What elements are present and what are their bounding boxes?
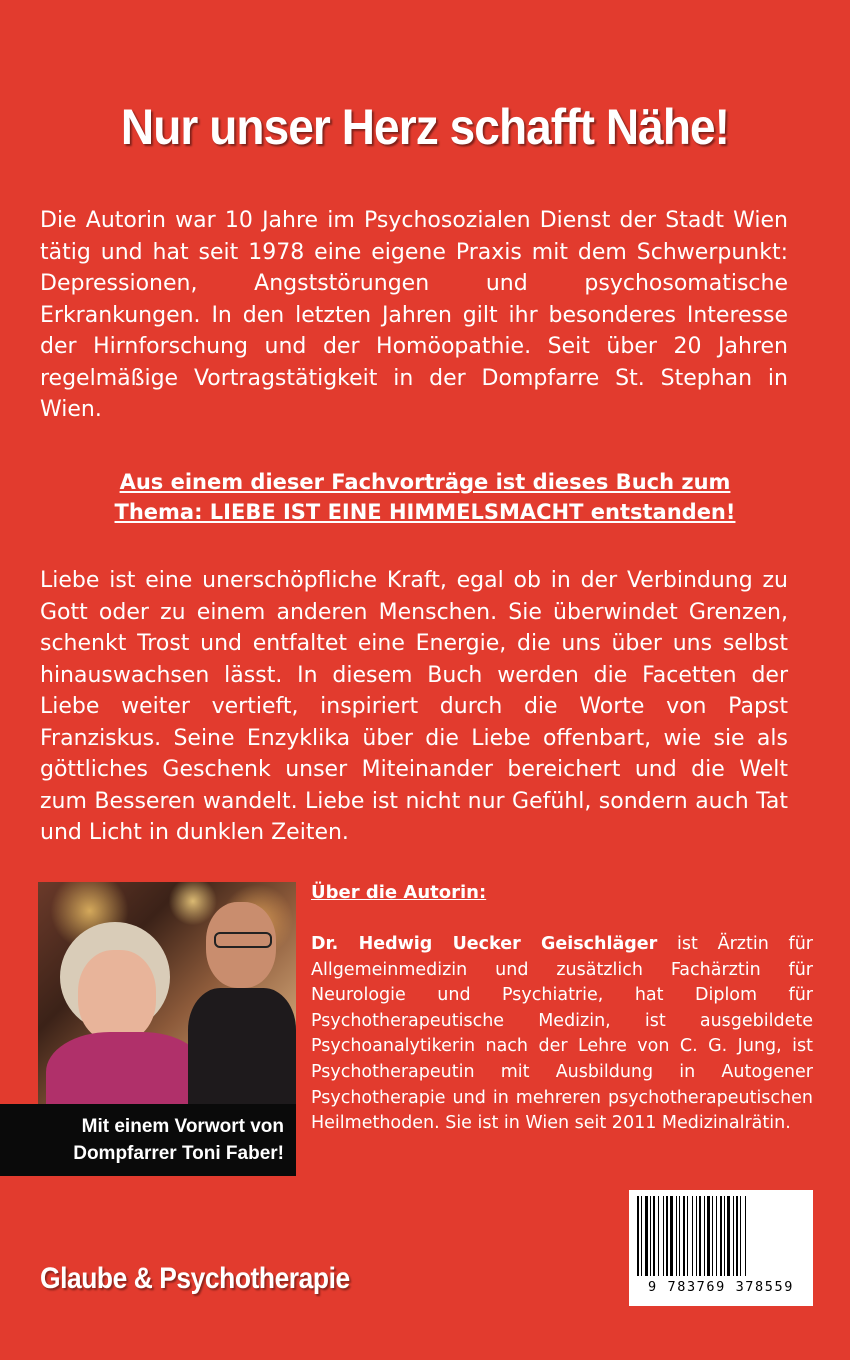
- banner-line-1: Mit einem Vorwort von: [81, 1116, 284, 1137]
- barcode-bar: [720, 1196, 722, 1276]
- barcode-bar: [724, 1196, 725, 1276]
- barcode-bar: [663, 1196, 664, 1276]
- barcode-bar: [745, 1196, 746, 1276]
- author-name: Dr. Hedwig Uecker Geischläger: [311, 934, 658, 954]
- barcode-bar: [650, 1196, 651, 1276]
- series-label: Glaube & Psychotherapie: [40, 1262, 350, 1295]
- foreword-banner: [0, 1104, 296, 1176]
- barcode-bar: [696, 1196, 697, 1276]
- barcode-number: 9 783769 378559: [648, 1279, 794, 1295]
- barcode-bar: [653, 1196, 655, 1276]
- author-bio-text: ist Ärztin für Allgemeinmedizin und zusätzlich Fachärztin für Neurologie und Psychiatrie, hat Diplom für Psychotherapeutische Medizin, ist ausgebildete Psychoanalytikerin nach der Lehre von C. G. Jung, ist Psychotherapeutin mit Ausbildung in Autogener Psychotherapie und in mehreren psychotherapeutischen Heilmethoden. Sie ist in Wien seit 2011 Medizinalrätin.: [311, 934, 813, 1134]
- barcode-bar: [676, 1196, 677, 1276]
- barcode-bar: [666, 1196, 668, 1276]
- barcode-bar: [716, 1196, 717, 1276]
- highlight-line-2: Thema: LIEBE IST EINE HIMMELSMACHT entstanden!: [114, 500, 736, 524]
- barcode-bar: [740, 1196, 741, 1276]
- barcode-bar: [658, 1196, 659, 1276]
- isbn-barcode: [629, 1190, 813, 1306]
- barcode-bar: [687, 1196, 688, 1276]
- barcode-bar: [692, 1196, 693, 1276]
- photo-man-glasses: [214, 932, 272, 948]
- barcode-bar: [641, 1196, 642, 1276]
- barcode-bar: [679, 1196, 680, 1276]
- barcode-bar: [707, 1196, 710, 1276]
- highlight-line-1: Aus einem dieser Fachvorträge ist dieses Buch zum: [119, 470, 731, 494]
- barcode-bar: [670, 1196, 673, 1276]
- banner-line-2: Dompfarrer Toni Faber!: [73, 1143, 284, 1164]
- highlight-statement: [40, 467, 810, 527]
- barcode-bar: [637, 1196, 639, 1276]
- photo-woman-face: [78, 950, 156, 1042]
- photo-man-body: [188, 988, 296, 1122]
- barcode-bar: [733, 1196, 734, 1276]
- barcode-bar: [736, 1196, 738, 1276]
- barcode-bar: [727, 1196, 730, 1276]
- book-title: Nur unser Herz schafft Nähe!: [120, 99, 730, 155]
- author-bio: [311, 932, 813, 1137]
- barcode-bar: [683, 1196, 685, 1276]
- barcode-bar: [699, 1196, 701, 1276]
- barcode-bar: [645, 1196, 648, 1276]
- body-paragraph: Liebe ist eine unerschöpfliche Kraft, egal ob in der Verbindung zu Gott oder zu einem anderen Menschen. Sie überwindet Grenzen, schenkt Trost und entfaltet eine Energie, die uns über uns selbst hinauswachsen lässt. In diesem Buch werden die Facetten der Liebe weiter vertieft, inspiriert durch die Worte von Papst Franziskus. Seine Enzyklika über die Liebe offenbart, wie sie als göttliches Geschenk unser Miteinander bereichert und die Welt zum Besseren wandelt. Liebe ist nicht nur Gefühl, sondern auch Tat und Licht in dunklen Zeiten.: [40, 568, 788, 845]
- barcode-bar: [704, 1196, 705, 1276]
- barcode-bars: [637, 1196, 805, 1276]
- intro-paragraph: Die Autorin war 10 Jahre im Psychosozialen Dienst der Stadt Wien tätig und hat seit 1978 eine eigene Praxis mit dem Schwerpunkt: Depressionen, Angststörungen und psychosomatische Erkrankungen. In den letzten Jahren gilt ihr besonderes Interesse der Hirnforschung und der Homöopathie. Seit über 20 Jahren regelmäßige Vortragstätigkeit in der Dompfarre St. Stephan in Wien.: [40, 208, 788, 422]
- author-photo: [38, 882, 296, 1122]
- author-heading: Über die Autorin:: [311, 882, 487, 903]
- barcode-bar: [712, 1196, 713, 1276]
